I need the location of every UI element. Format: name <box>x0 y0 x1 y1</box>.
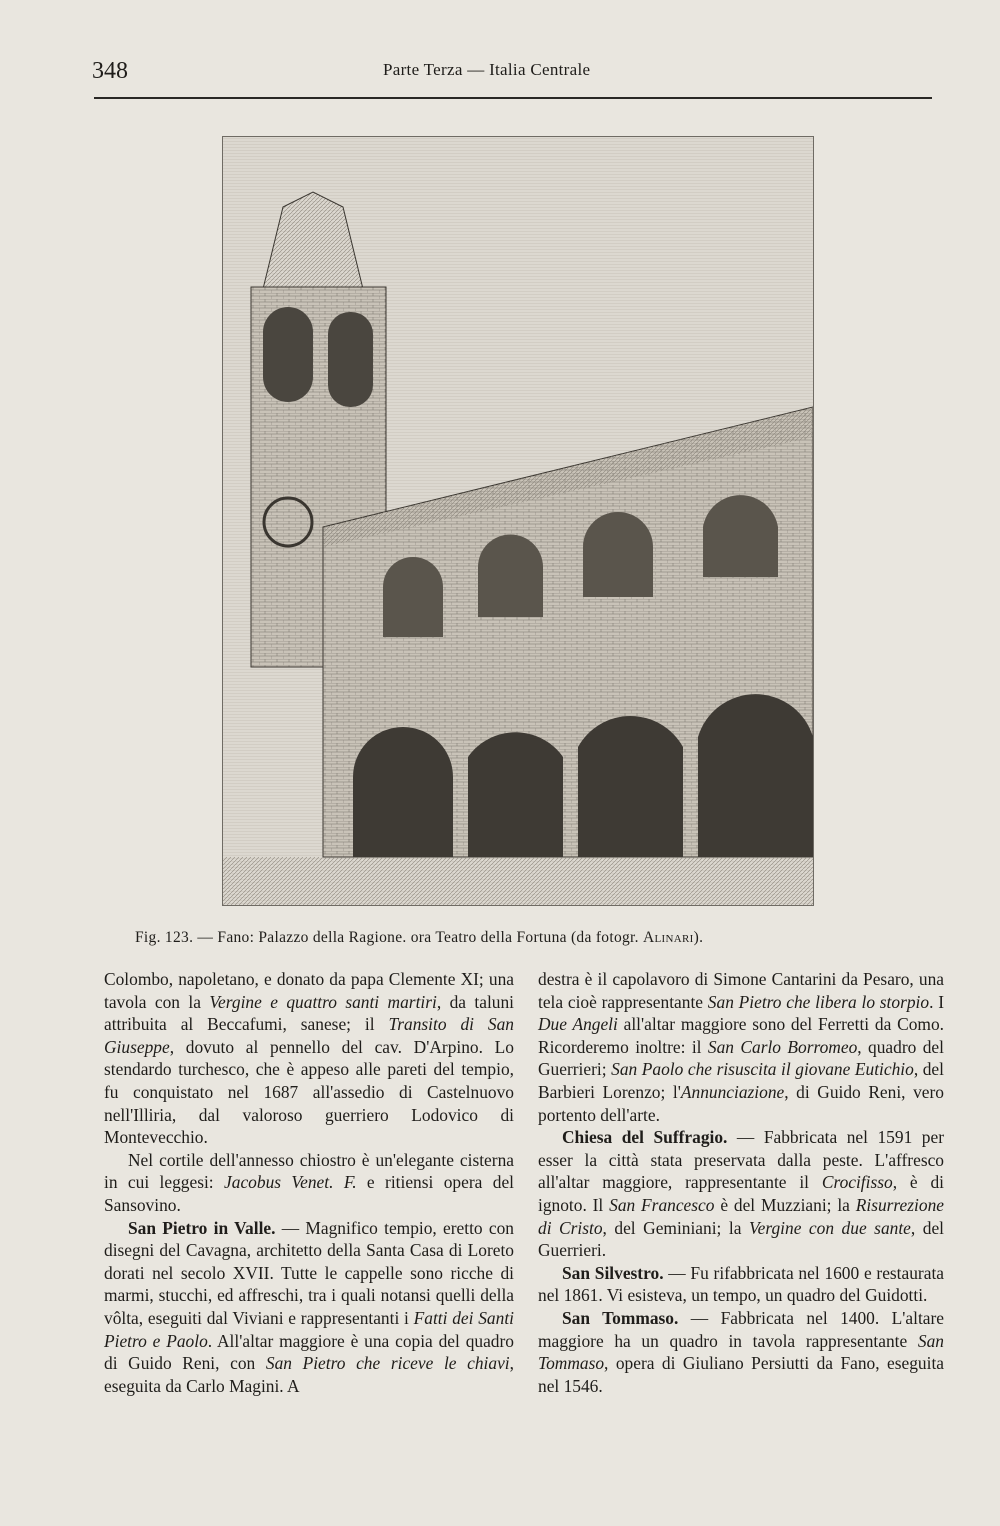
text: . I <box>929 991 944 1012</box>
text: , da taluni attribuita al Beccafumi, sanese; il <box>104 991 514 1035</box>
text: è del Muzziani; la <box>714 1194 856 1215</box>
paragraph <box>538 1307 944 1397</box>
artwork-title: Risurrezione di Cristo <box>538 1194 944 1238</box>
section-heading: San Silvestro. <box>562 1262 664 1283</box>
text: , eseguita da Carlo Magini. A <box>104 1353 514 1396</box>
artwork-title: Due Angeli <box>538 1014 618 1035</box>
artwork-title: Annunciazione <box>680 1081 785 1102</box>
text: . All'altar maggiore è una copia del quadro di Guido Reni, con <box>104 1330 514 1374</box>
paragraph <box>104 968 514 1149</box>
artwork-title: Crocifisso <box>821 1172 893 1193</box>
artwork-title: Vergine con due sante <box>748 1217 911 1238</box>
caption-end: ). <box>693 929 704 946</box>
text: destra è il capolavoro di Simone Cantarini da Pesaro, una tela cioè rappresentante <box>538 969 944 1012</box>
artwork-title: San Pietro che riceve le chiavi <box>265 1353 510 1374</box>
text: Colombo, napoletano, e donato da papa Clemente XI; una tavola con la <box>104 969 514 1012</box>
text: , di Guido Reni, vero portento dell'arte. <box>538 1081 944 1125</box>
caption-text: Fig. 123. — Fano: Palazzo della Ragione. ora Teatro della Fortuna (da fotogr. <box>135 929 639 946</box>
page-number: 348 <box>92 58 128 84</box>
artwork-title: San Pietro che libera lo storpio <box>707 991 930 1012</box>
artwork-title: San Tommaso <box>538 1330 944 1374</box>
right-column <box>538 968 944 1397</box>
engraving-palazzo-della-ragione <box>222 136 814 906</box>
text: , opera di Giuliano Persiutti da Fano, eseguita nel 1546. <box>538 1353 944 1396</box>
text: — Magnifico tempio, eretto con disegni del Cavagna, architetto della Santa Casa di Loreto dorati nel secolo XVII. Tutte le cappelle sono ricche di marmi, stucchi, ed affreschi, tra i quali notansi quelli della vôlta, eseguiti dal Viviani e rappresentanti i <box>104 1217 514 1328</box>
section-heading: San Pietro in Valle. <box>128 1217 276 1238</box>
text: — Fabbricata nel 1591 per esser la città stata preservata dalla peste. L'affresco all'altar maggiore, rappresentante il <box>538 1127 944 1193</box>
artwork-title: San Francesco <box>609 1194 715 1215</box>
header-rule <box>94 97 932 99</box>
section-heading: Chiesa del Suffragio. <box>562 1127 728 1148</box>
artwork-title: Fatti dei Santi Pietro e Paolo <box>104 1307 514 1351</box>
text: , del Guerrieri. <box>538 1217 944 1261</box>
inscription: Jacobus Venet. F. <box>224 1172 357 1193</box>
figure-caption <box>135 929 925 947</box>
paragraph <box>104 1217 514 1398</box>
artwork-title: San Paolo che risuscita il giovane Eutichio <box>611 1059 914 1080</box>
caption-credit: Alinari <box>643 929 694 946</box>
paragraph <box>538 1126 944 1262</box>
text: — Fabbricata nel 1400. L'altare maggiore ha un quadro in tavola rappresentante <box>538 1307 945 1351</box>
running-head: Parte Terza — Italia Centrale <box>383 60 591 79</box>
text: , del Geminiani; la <box>602 1217 749 1238</box>
text: , è di ignoto. Il <box>538 1172 944 1215</box>
artwork-title: San Carlo Borromeo <box>707 1036 858 1057</box>
artwork-title: Transito di San Giuseppe <box>104 1014 514 1057</box>
text: Nel cortile dell'annesso chiostro è un'elegante cisterna in cui leggesi: <box>104 1149 514 1193</box>
paragraph <box>104 1149 514 1217</box>
text: e ritiensi opera del Sansovino. <box>104 1172 514 1215</box>
text: all'altar maggiore sono del Ferretti da Como. Ricorderemo inoltre: il <box>538 1014 944 1057</box>
text: — Fu rifabbricata nel 1600 e restaurata nel 1861. Vi esisteva, un tempo, un quadro del Guidotti. <box>538 1262 944 1306</box>
paragraph <box>538 968 944 1126</box>
text: , dovuto al pennello del cav. D'Arpino. Lo stendardo turchesco, che è appeso alle pareti del tempio, fu conquistato nel 1687 all'assedio di Castelnuovo nell'Illiria, dal valoroso guerriero Lodovico di Montevecchio. <box>104 1036 514 1148</box>
section-heading: San Tommaso. <box>562 1307 679 1328</box>
left-column <box>104 968 514 1397</box>
artwork-title: Vergine e quattro santi martiri <box>209 991 437 1012</box>
paragraph <box>538 1262 944 1307</box>
text: , quadro del Guerrieri; <box>538 1036 944 1080</box>
text: , del Barbieri Lorenzo; l' <box>538 1059 944 1102</box>
